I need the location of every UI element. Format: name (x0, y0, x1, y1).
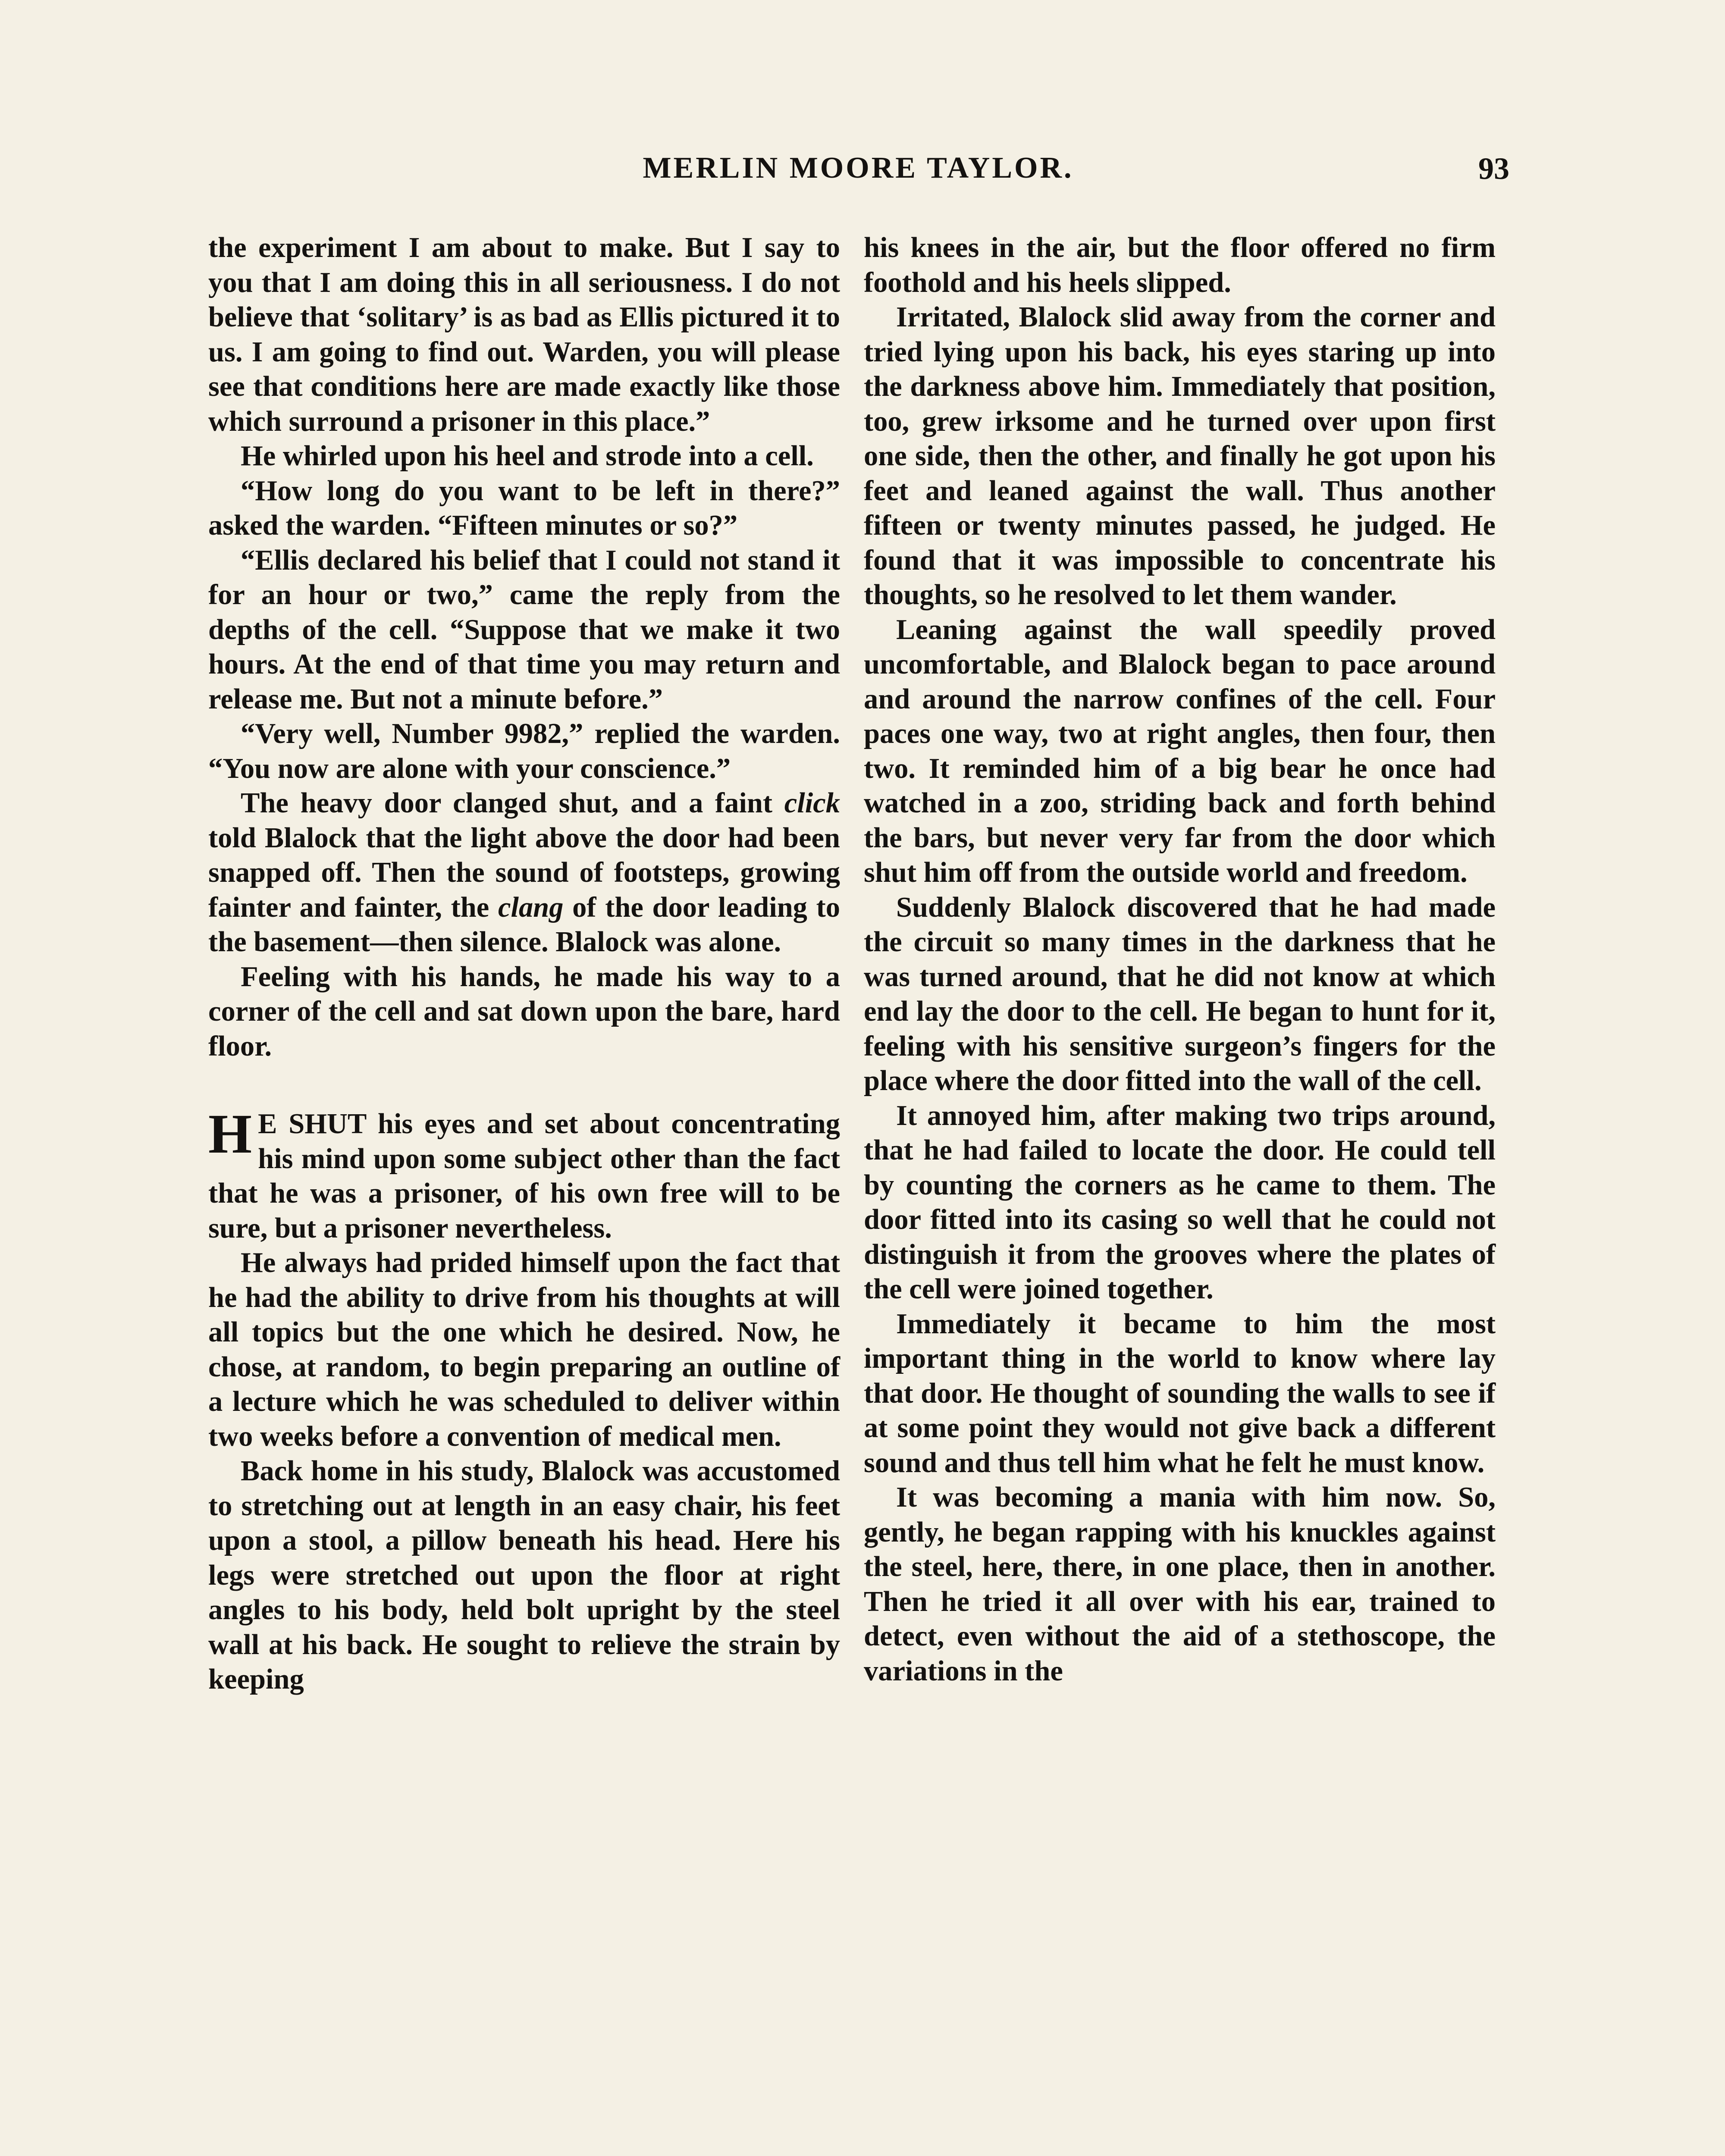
paragraph: Suddenly Blalock discovered that he had made the circuit so many times in the darkness that he was turned around, that he did not know at which end lay the door to the cell. He began to hunt for it, feeling with his sensitive surgeon’s fingers for the place where the door fitted into the wall of the cell. (864, 891, 1496, 1097)
paragraph: “Very well, Number 9982,” replied the warden. “You now are alone with your conscience.” (208, 718, 840, 784)
paragraph: Leaning against the wall speedily proved uncomfortable, and Blalock began to pace around and around the narrow confines of the cell. Four paces one way, two at right angles, then four, then two. It reminded him of a big bear he once had watched in a zoo, striding back and forth behind the bars, but never very far from the door which shut him off from the outside world and freedom. (864, 614, 1496, 888)
right-column (864, 231, 1496, 1689)
drop-cap: H (208, 1103, 252, 1165)
running-head: MERLIN MOORE TAYLOR. (643, 151, 1074, 185)
paragraph: Feeling with his hands, he made his way to a corner of the cell and sat down upon the bare, hard floor. (208, 961, 840, 1062)
paragraph: Back home in his study, Blalock was accustomed to stretching out at length in an easy chair, his feet upon a stool, a pillow beneath his head. Here his legs were stretched out upon the floor at right angles to his body, held bolt upright by the steel wall at his back. He sought to relieve the strain by keeping (208, 1455, 840, 1695)
text-run: told Blalock that the light above the door had been snapped off. Then the sound of footsteps, growing fainter and fainter, the (208, 822, 840, 923)
paragraph (208, 786, 840, 960)
page-number: 93 (1478, 151, 1509, 186)
italic-word: click (784, 787, 840, 819)
text-run: E SHUT his eyes and set about concentrating his mind upon some subject other than the fact that he was a prisoner, of his own free will to be sure, but a prisoner nevertheless. (208, 1108, 840, 1244)
paragraph: He always had prided himself upon the fact that he had the ability to drive from his thoughts at will all topics but the one which he desired. Now, he chose, at random, to begin preparing an outline of a lecture which he was scheduled to deliver within two weeks before a convention of medical men. (208, 1247, 840, 1452)
text-run: of the door leading to the basement—then silence. Blalock was alone. (208, 891, 841, 958)
paragraph: “Ellis declared his belief that I could not stand it for an hour or two,” came the reply from the depths of the cell. “Suppose that we make it two hours. At the end of that time you may return and release me. But not a minute before.” (208, 544, 840, 715)
paragraph: “How long do you want to be left in there?” asked the warden. “Fifteen minutes or so?” (208, 475, 840, 541)
paragraph: Immediately it became to him the most important thing in the world to know where lay that door. He thought of sounding the walls to see if at some point they would not give back a different sound and thus tell him what he felt he must know. (864, 1308, 1496, 1479)
paragraph: He whirled upon his heel and strode into a cell. (241, 440, 814, 472)
paragraph: his knees in the air, but the floor offered no firm foothold and his heels slipped. (864, 232, 1496, 298)
left-column (208, 231, 840, 1697)
paragraph: the experiment I am about to make. But I say to you that I am doing this in all seriousness. I do not believe that ‘solitary’ is as bad as Ellis pictured it to us. I am going to find out. Warden, you will please see that conditions here are made exactly like those which surround a prisoner in this place.” (208, 232, 840, 437)
paragraph: It was becoming a mania with him now. So, gently, he began rapping with his knuckles against the steel, here, there, in one place, then in another. Then he tried it all over with his ear, trained to detect, even without the aid of a stethoscope, the variations in the (864, 1482, 1496, 1687)
italic-word: clang (498, 891, 564, 923)
paragraph: It annoyed him, after making two trips around, that he had failed to locate the door. He could tell by counting the corners as he came to them. The door fitted into its casing so well that he could not distinguish it from the grooves where the plates of the cell were joined together. (864, 1100, 1496, 1305)
section-opening-paragraph (208, 1103, 840, 1246)
page-header (207, 151, 1509, 198)
paragraph: Irritated, Blalock slid away from the corner and tried lying upon his back, his eyes staring up into the darkness above him. Immediately that position, too, grew irksome and he turned over upon first one side, then the other, and finally he got upon his feet and leaned against the wall. Thus another fifteen or twenty minutes passed, he judged. He found that it was impossible to concentrate his thoughts, so he resolved to let them wander. (864, 301, 1496, 611)
text-run: The heavy door clanged shut, and a faint (241, 787, 784, 819)
